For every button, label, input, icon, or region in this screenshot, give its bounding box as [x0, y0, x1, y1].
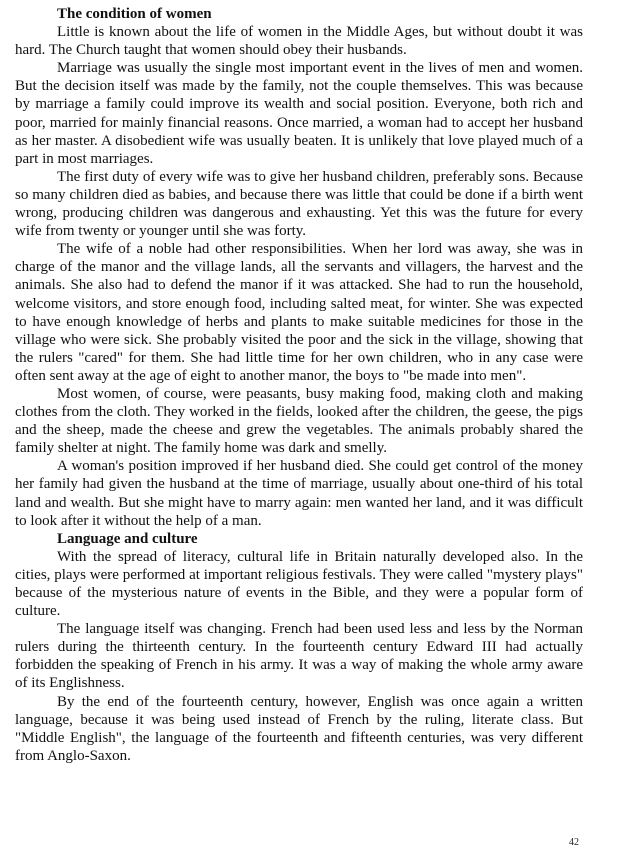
paragraph: Little is known about the life of women in the Middle Ages, but without doubt it was hard. The Church taught that women should obey their husbands.: [15, 24, 583, 59]
paragraph: The language itself was changing. French had been used less and less by the Norman rulers during the thirteenth century. In the fourteenth century Edward III had actually forbidden the speaking of French in his army. It was a way of making the whole army aware of its Englishness.: [15, 621, 583, 692]
paragraph: By the end of the fourteenth century, however, English was once again a written language, because it was being used instead of French by the ruling, literate class. But "Middle English", the language of the fourteenth and fifteenth centuries, was very different from Anglo-Saxon.: [15, 693, 583, 764]
paragraph: Most women, of course, were peasants, busy making food, making cloth and making clothes from the cloth. They worked in the fields, looked after the children, the geese, the pigs and the sheep, made the cheese and grew the vegetables. The animals probably shared the family shelter at night. The family home was dark and smelly.: [15, 385, 583, 457]
paragraph: The first duty of every wife was to give her husband children, preferably sons. Because so many children died as babies, and because there was little that could be done if a birth went wrong, producing children was dangerous and exhausting. Yet this was the future for every wife from twenty or younger until she was forty.: [15, 168, 583, 240]
section-heading-condition-of-women: The condition of women: [57, 6, 212, 22]
section-heading-language-and-culture: Language and culture: [57, 530, 198, 547]
paragraph: With the spread of literacy, cultural life in Britain naturally developed also. In the cities, plays were performed at important religious festivals. They were called "mystery plays" because of the mysterious nature of events in the Bible, and they were a popular form of culture.: [15, 548, 583, 620]
page-body: [15, 5, 583, 765]
paragraph: A woman's position improved if her husband died. She could get control of the money her family had given the husband at the time of marriage, usually about one-third of his total land and wealth. But she might have to marry again: men wanted her land, and it was difficult to look after it without the help of a man.: [15, 458, 583, 529]
paragraph: Marriage was usually the single most important event in the lives of men and women. But the decision itself was made by the family, not the couple themselves. This was because by marriage a family could improve its wealth and social position. Everyone, both rich and poor, married for mainly financial reasons. Once married, a woman had to accept her husband as her master. A disobedient wife was usually beaten. It is unlikely that love played much of a part in most marriages.: [15, 60, 583, 167]
paragraph: The wife of a noble had other responsibilities. When her lord was away, she was in charge of the manor and the village lands, all the servants and villagers, the harvest and the animals. She also had to defend the manor if it was attacked. She had to run the household, welcome visitors, and store enough food, including salted meat, for winter. She was expected to have enough knowledge of herbs and plants to make suitable medicines for those in the village who were sick. She probably visited the poor and the sick in the village, showing that the rulers "cared" for them. She had little time for her own children, who in any case were often sent away at the age of eight to another manor, the boys to "be made into men".: [15, 241, 583, 384]
page-number: 42: [569, 837, 579, 848]
